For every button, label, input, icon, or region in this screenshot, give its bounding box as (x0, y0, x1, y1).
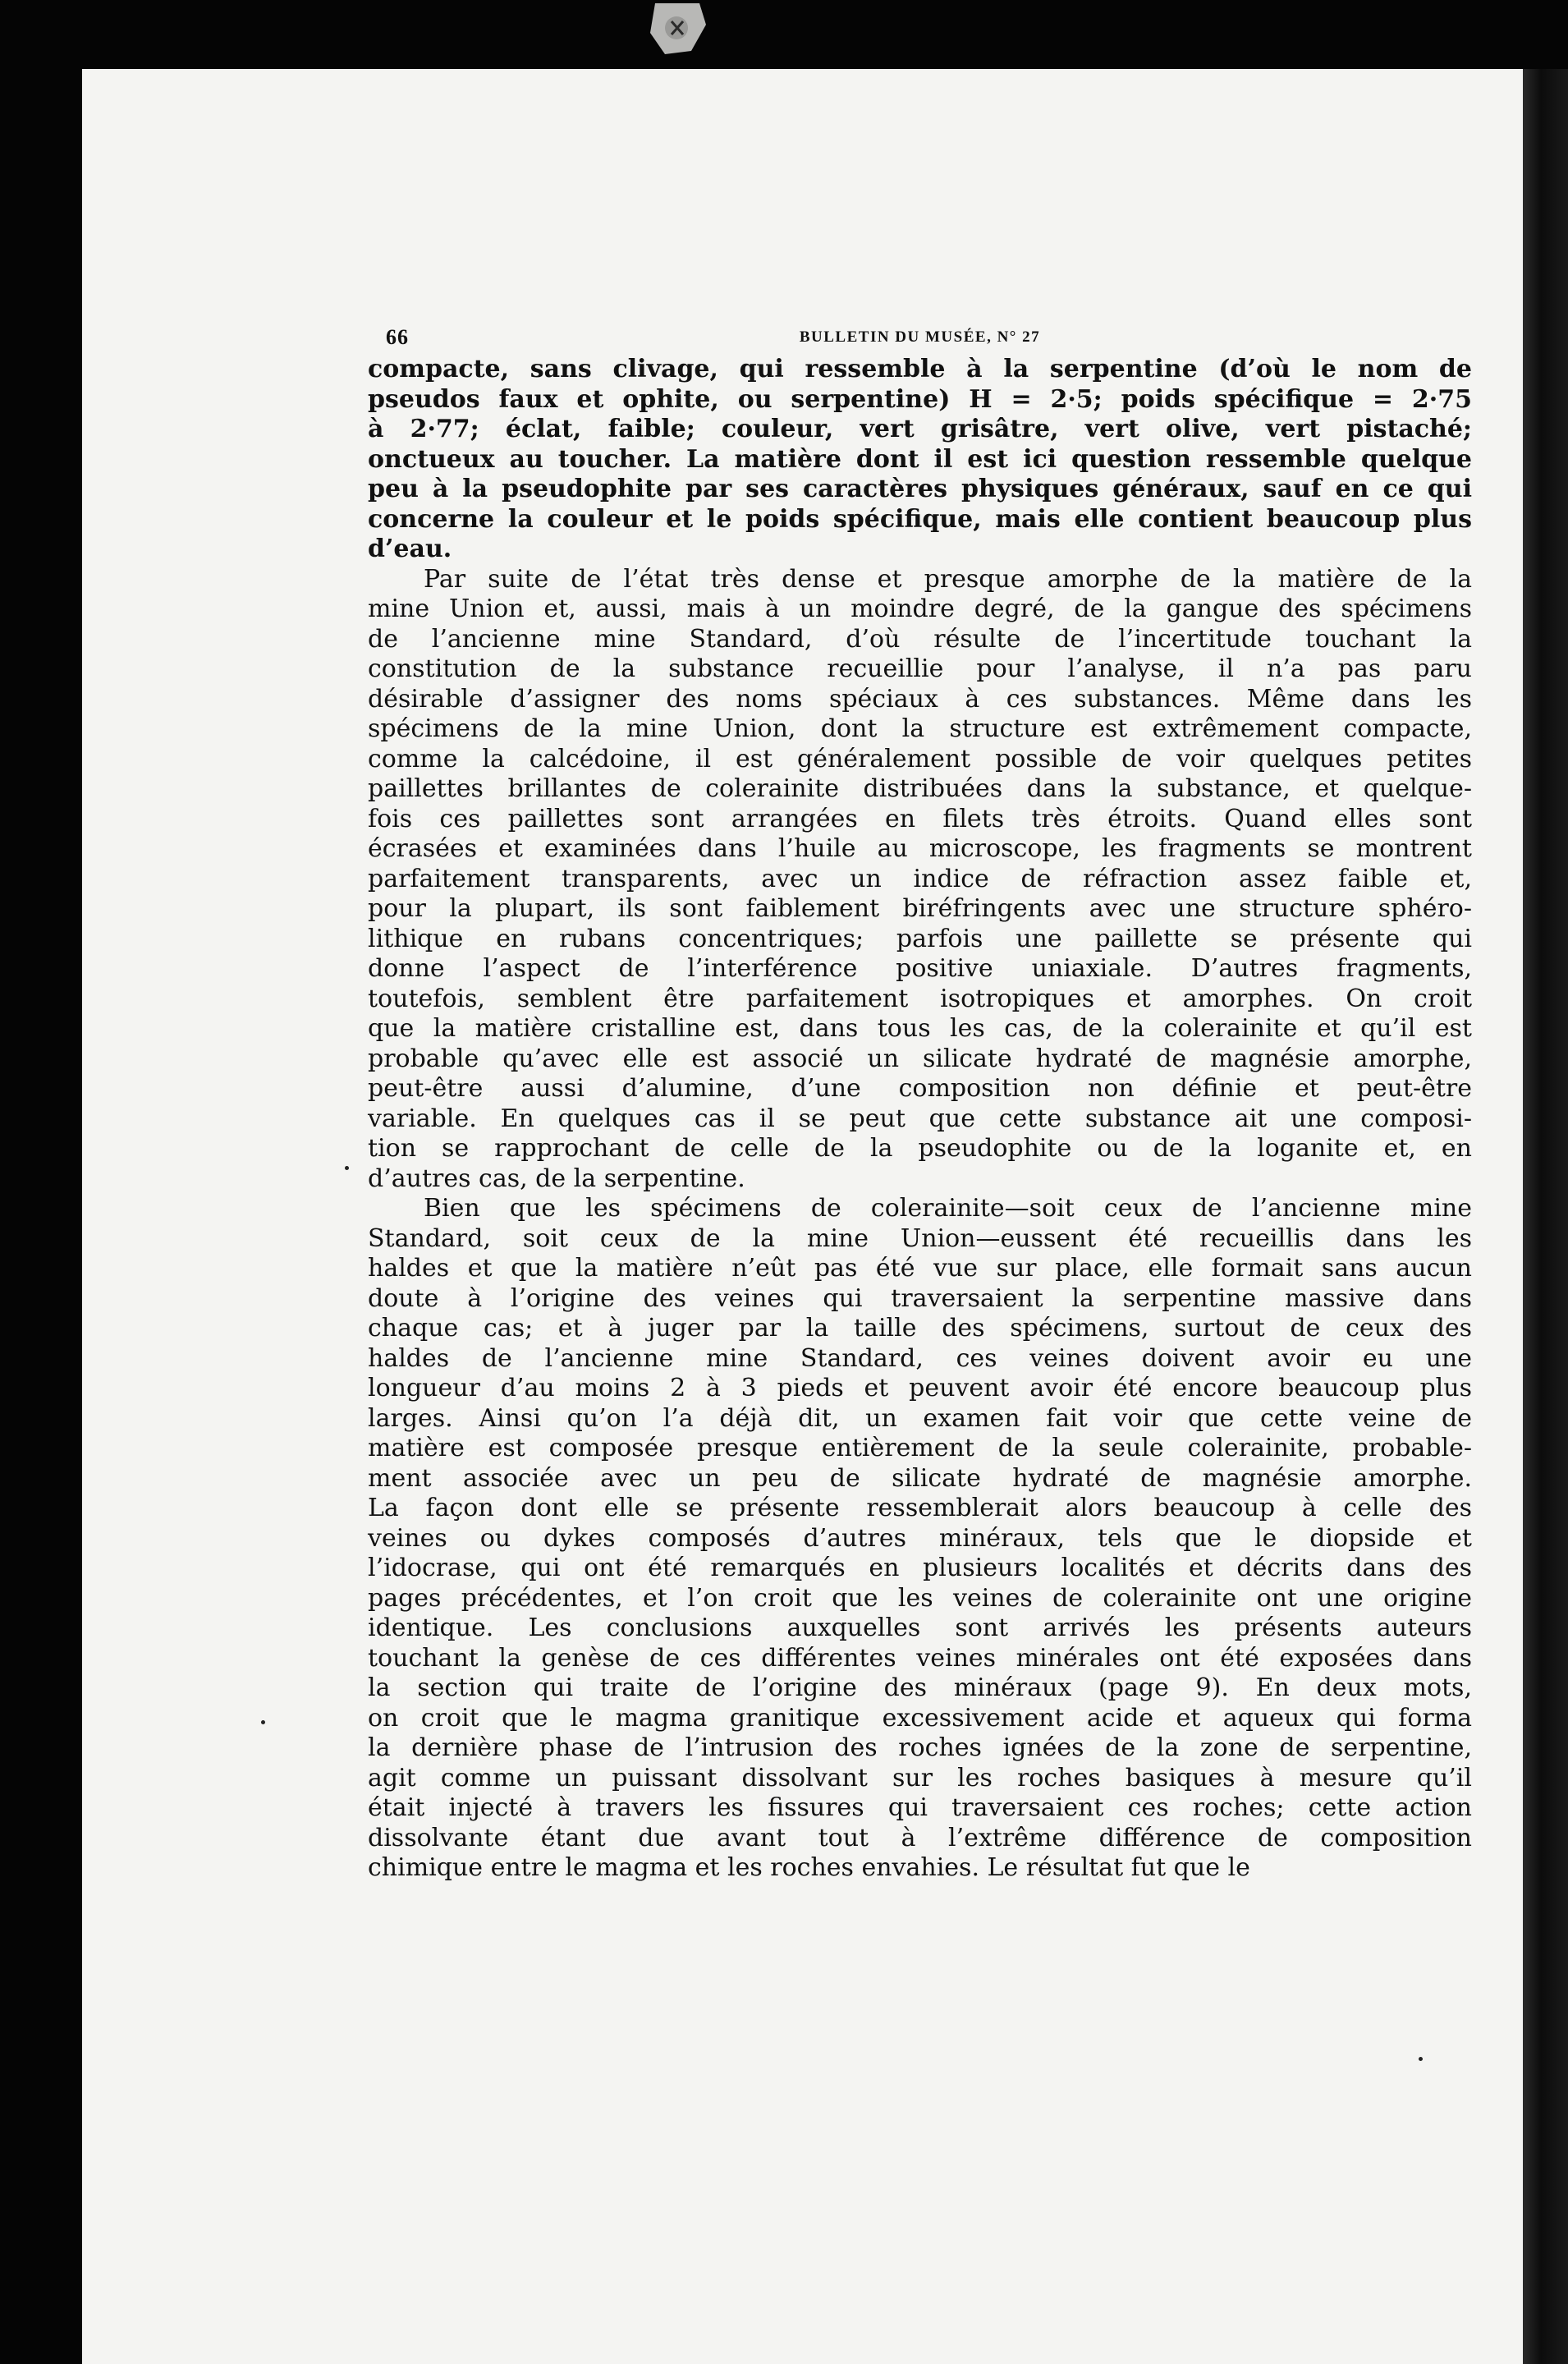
text-line: pour la plupart, ils sont faiblement biréfringents avec une structure sphéro- (368, 894, 1472, 923)
text-line: pseudos faux et ophite, ou serpentine) H = 2·5; poids spécifique = 2·75 (368, 384, 1472, 414)
film-frame-mark-icon (640, 0, 714, 66)
text-line: à 2·77; éclat, faible; couleur, vert grisâtre, vert olive, vert pistaché; (368, 415, 1472, 443)
text-line: tion se rapprochant de celle de la pseudophite ou de la loganite et, en (368, 1134, 1472, 1163)
paragraph-p1 (368, 355, 1472, 565)
text-line: Bien que les spécimens de colerainite—soit ceux de l’ancienne mine (424, 1194, 1472, 1223)
text-line: haldes et que la matière n’eût pas été vue sur place, elle formait sans aucun (368, 1254, 1472, 1283)
text-line: agit comme un puissant dissolvant sur les roches basiques à mesure qu’il (368, 1763, 1472, 1793)
text-line: ment associée avec un peu de silicate hydraté de magnésie amorphe. (368, 1463, 1472, 1493)
margin-speck (261, 1720, 265, 1724)
text-line: mine Union et, aussi, mais à un moindre degré, de la gangue des spécimens (368, 594, 1472, 623)
text-line: onctueux au toucher. La matière dont il est ici question ressemble quelque (368, 444, 1472, 474)
text-line: probable qu’avec elle est associé un silicate hydraté de magnésie amorphe, (368, 1044, 1472, 1073)
text-line: chaque cas; et à juger par la taille des spécimens, surtout de ceux des (368, 1314, 1472, 1343)
text-line: de l’ancienne mine Standard, d’où résulte de l’incertitude touchant la (368, 624, 1472, 654)
text-line: dissolvante étant due avant tout à l’extrême différence de composition (368, 1823, 1472, 1852)
text-line: larges. Ainsi qu’on l’a déjà dit, un examen fait voir que cette veine de (368, 1403, 1472, 1433)
margin-speck (1419, 2057, 1423, 2061)
text-line: désirable d’assigner des noms spéciaux à ces substances. Même dans les (368, 684, 1472, 714)
text-line: matière est composée presque entièrement de la seule colerainite, probable- (368, 1434, 1472, 1462)
page-content (368, 322, 1472, 1884)
body-text (368, 355, 1472, 1884)
text-line: parfaitement transparents, avec un indice de réfraction assez faible et, (368, 864, 1472, 893)
text-line: paillettes brillantes de colerainite distribuées dans la substance, et quelque- (368, 774, 1472, 803)
text-line: peu à la pseudophite par ses caractères physiques généraux, sauf en ce qui (368, 475, 1472, 503)
text-line: compacte, sans clivage, qui ressemble à la serpentine (d’où le nom de (368, 355, 1472, 383)
text-line: Standard, soit ceux de la mine Union—eussent été recueillis dans les (368, 1223, 1472, 1253)
text-line: comme la calcédoine, il est généralement possible de voir quelques petites (368, 744, 1472, 773)
text-line: variable. En quelques cas il se peut que cette substance ait une composi- (368, 1104, 1472, 1133)
running-head (368, 322, 1472, 355)
page-binding-edge (1523, 69, 1568, 2364)
text-line: était injecté à travers les fissures qui traversaient ces roches; cette action (368, 1793, 1472, 1822)
text-line: spécimens de la mine Union, dont la structure est extrêmement compacte, (368, 714, 1472, 743)
text-line: La façon dont elle se présente ressemblerait alors beaucoup à celle des (368, 1494, 1472, 1522)
text-line: la dernière phase de l’intrusion des roches ignées de la zone de serpentine, (368, 1733, 1472, 1762)
text-line: d’autres cas, de la serpentine. (368, 1164, 745, 1193)
text-line: peut-être aussi d’alumine, d’une composition non définie et peut-être (368, 1074, 1472, 1103)
text-line: pages précédentes, et l’on croit que les veines de colerainite ont une origine (368, 1583, 1472, 1613)
running-title: BULLETIN DU MUSÉE, N° 27 (799, 328, 1041, 346)
text-line: concerne la couleur et le poids spécifique, mais elle contient beaucoup plus (368, 504, 1472, 534)
text-line: chimique entre le magma et les roches envahies. Le résultat fut que le (368, 1853, 1250, 1882)
text-line: toutefois, semblent être parfaitement isotropiques et amorphes. On croit (368, 984, 1472, 1013)
text-line: écrasées et examinées dans l’huile au microscope, les fragments se montrent (368, 834, 1472, 863)
text-line: touchant la genèse de ces différentes veines minérales ont été exposées dans (368, 1643, 1472, 1673)
text-line: la section qui traite de l’origine des minéraux (page 9). En deux mots, (368, 1673, 1472, 1702)
text-line: doute à l’origine des veines qui traversaient la serpentine massive dans (368, 1283, 1472, 1313)
text-line: Par suite de l’état très dense et presque amorphe de la matière de la (424, 564, 1472, 594)
paragraph-p3 (368, 1194, 1472, 1884)
text-line: veines ou dykes composés d’autres minéraux, tels que le diopside et (368, 1523, 1472, 1553)
text-line: on croit que le magma granitique excessivement acide et aqueux qui forma (368, 1703, 1472, 1733)
text-line: haldes de l’ancienne mine Standard, ces veines doivent avoir eu une (368, 1343, 1472, 1373)
text-line: constitution de la substance recueillie pour l’analyse, il n’a pas paru (368, 654, 1472, 683)
text-line: donne l’aspect de l’interférence positive uniaxiale. D’autres fragments, (368, 954, 1472, 983)
text-line: identique. Les conclusions auxquelles sont arrivés les présents auteurs (368, 1613, 1472, 1642)
text-line: fois ces paillettes sont arrangées en filets très étroits. Quand elles sont (368, 804, 1472, 833)
text-line: lithique en rubans concentriques; parfois une paillette se présente qui (368, 924, 1472, 953)
page-number: 66 (386, 325, 409, 349)
text-line: l’idocrase, qui ont été remarqués en plusieurs localités et décrits dans des (368, 1554, 1472, 1582)
text-line: que la matière cristalline est, dans tous les cas, de la colerainite et qu’il est (368, 1014, 1472, 1043)
margin-speck (345, 1166, 349, 1170)
text-line: longueur d’au moins 2 à 3 pieds et peuvent avoir été encore beaucoup plus (368, 1374, 1472, 1402)
text-line: d’eau. (368, 535, 452, 563)
paragraph-p2 (368, 565, 1472, 1195)
